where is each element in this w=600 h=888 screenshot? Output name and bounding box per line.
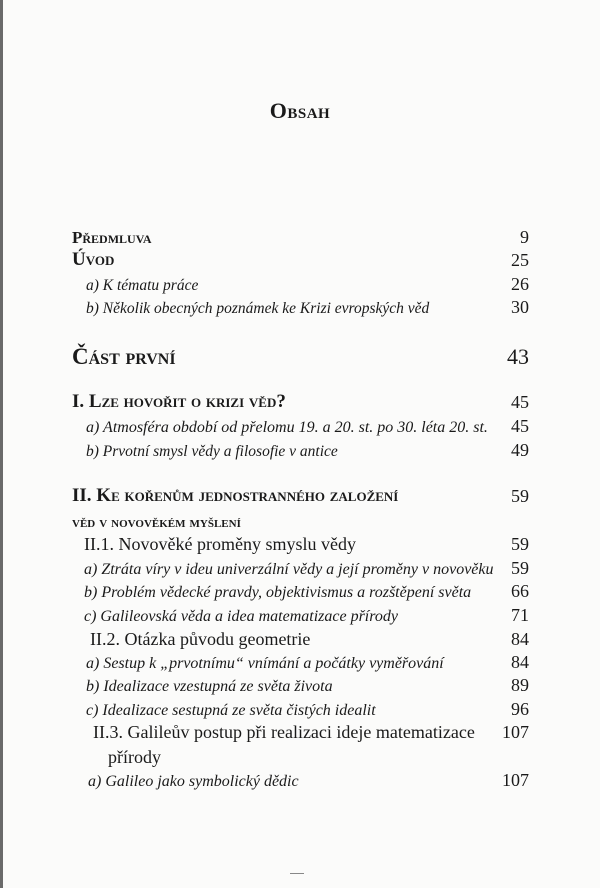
toc-chapter [0, 393, 600, 415]
entry-title: II.3. Galileův postup při realizaci ideje matematizace [93, 722, 475, 742]
toc-entry [0, 676, 600, 698]
toc-entry [0, 441, 600, 463]
toc-entry [0, 700, 600, 722]
entry-page: 107 [502, 770, 529, 790]
entry-title: c) Galileovská věda a idea matematizace přírody [84, 608, 398, 625]
entry-title: věd v novověkém myšlení [72, 514, 241, 531]
toc-section-continued [0, 748, 600, 770]
entry-title: a) Sestup k „prvotnímu“ vnímání a počátky vyměřování [86, 655, 444, 672]
entry-page: 9 [520, 227, 529, 247]
toc-entry [0, 606, 600, 628]
toc-chapter-continued [0, 512, 600, 534]
toc-chapter [0, 487, 600, 509]
entry-title: b) Prvotní smysl vědy a filosofie v antice [86, 443, 338, 460]
toc-entry [0, 228, 600, 250]
entry-page: 107 [502, 722, 529, 742]
entry-title: Část první [72, 344, 176, 369]
entry-title: Úvod [72, 249, 115, 270]
toc-entry [0, 275, 600, 297]
entry-page: 84 [511, 629, 529, 649]
entry-page: 89 [511, 675, 529, 695]
entry-page: 45 [511, 416, 529, 436]
entry-title: II.2. Otázka původu geometrie [90, 629, 311, 649]
toc-section [0, 723, 600, 745]
entry-page: 30 [511, 297, 529, 317]
page-mark [290, 873, 304, 874]
entry-title: přírody [108, 747, 161, 767]
entry-title: I. Lze hovořit o krizi věd? [72, 391, 286, 412]
entry-title: a) Galileo jako symbolický dědic [88, 773, 299, 790]
entry-title: a) Atmosféra období od přelomu 19. a 20. st. po 30. léta 20. st. [86, 419, 488, 436]
entry-page: 25 [511, 250, 529, 270]
entry-title: b) Několik obecných poznámek ke Krizi evropských věd [86, 300, 430, 317]
toc-part [0, 344, 600, 372]
toc-entry [0, 771, 600, 793]
entry-title: II.1. Novověké proměny smyslu vědy [84, 534, 356, 554]
entry-title: II. Ke kořenům jednostranného založení [72, 485, 399, 506]
toc-section [0, 630, 600, 652]
entry-page: 59 [511, 558, 529, 578]
entry-page: 59 [511, 486, 529, 506]
toc-entry [0, 653, 600, 675]
toc-entry [0, 582, 600, 604]
entry-page: 59 [511, 534, 529, 554]
entry-title: b) Problém vědecké pravdy, objektivismus a rozštěpení světa [84, 584, 472, 601]
entry-page: 96 [511, 699, 529, 719]
entry-page: 26 [511, 274, 529, 294]
entry-title: a) K tématu práce [86, 277, 199, 294]
entry-title: c) Idealizace sestupná ze světa čistých idealit [86, 702, 376, 719]
entry-page: 45 [511, 392, 529, 412]
entry-page: 71 [511, 605, 529, 625]
entry-title: a) Ztráta víry v ideu univerzální vědy a její proměny v novověku [84, 561, 494, 578]
toc-section [0, 535, 600, 557]
entry-page: 43 [507, 344, 529, 369]
entry-page: 49 [511, 440, 529, 460]
page-title: Obsah [269, 98, 331, 123]
toc-entry [0, 559, 600, 581]
toc-entry [0, 251, 600, 273]
entry-page: 66 [511, 581, 529, 601]
toc-entry [0, 417, 600, 439]
toc-entry [0, 298, 600, 320]
entry-page: 84 [511, 652, 529, 672]
entry-title: Předmluva [72, 228, 152, 247]
entry-title: b) Idealizace vzestupná ze světa života [86, 678, 333, 695]
